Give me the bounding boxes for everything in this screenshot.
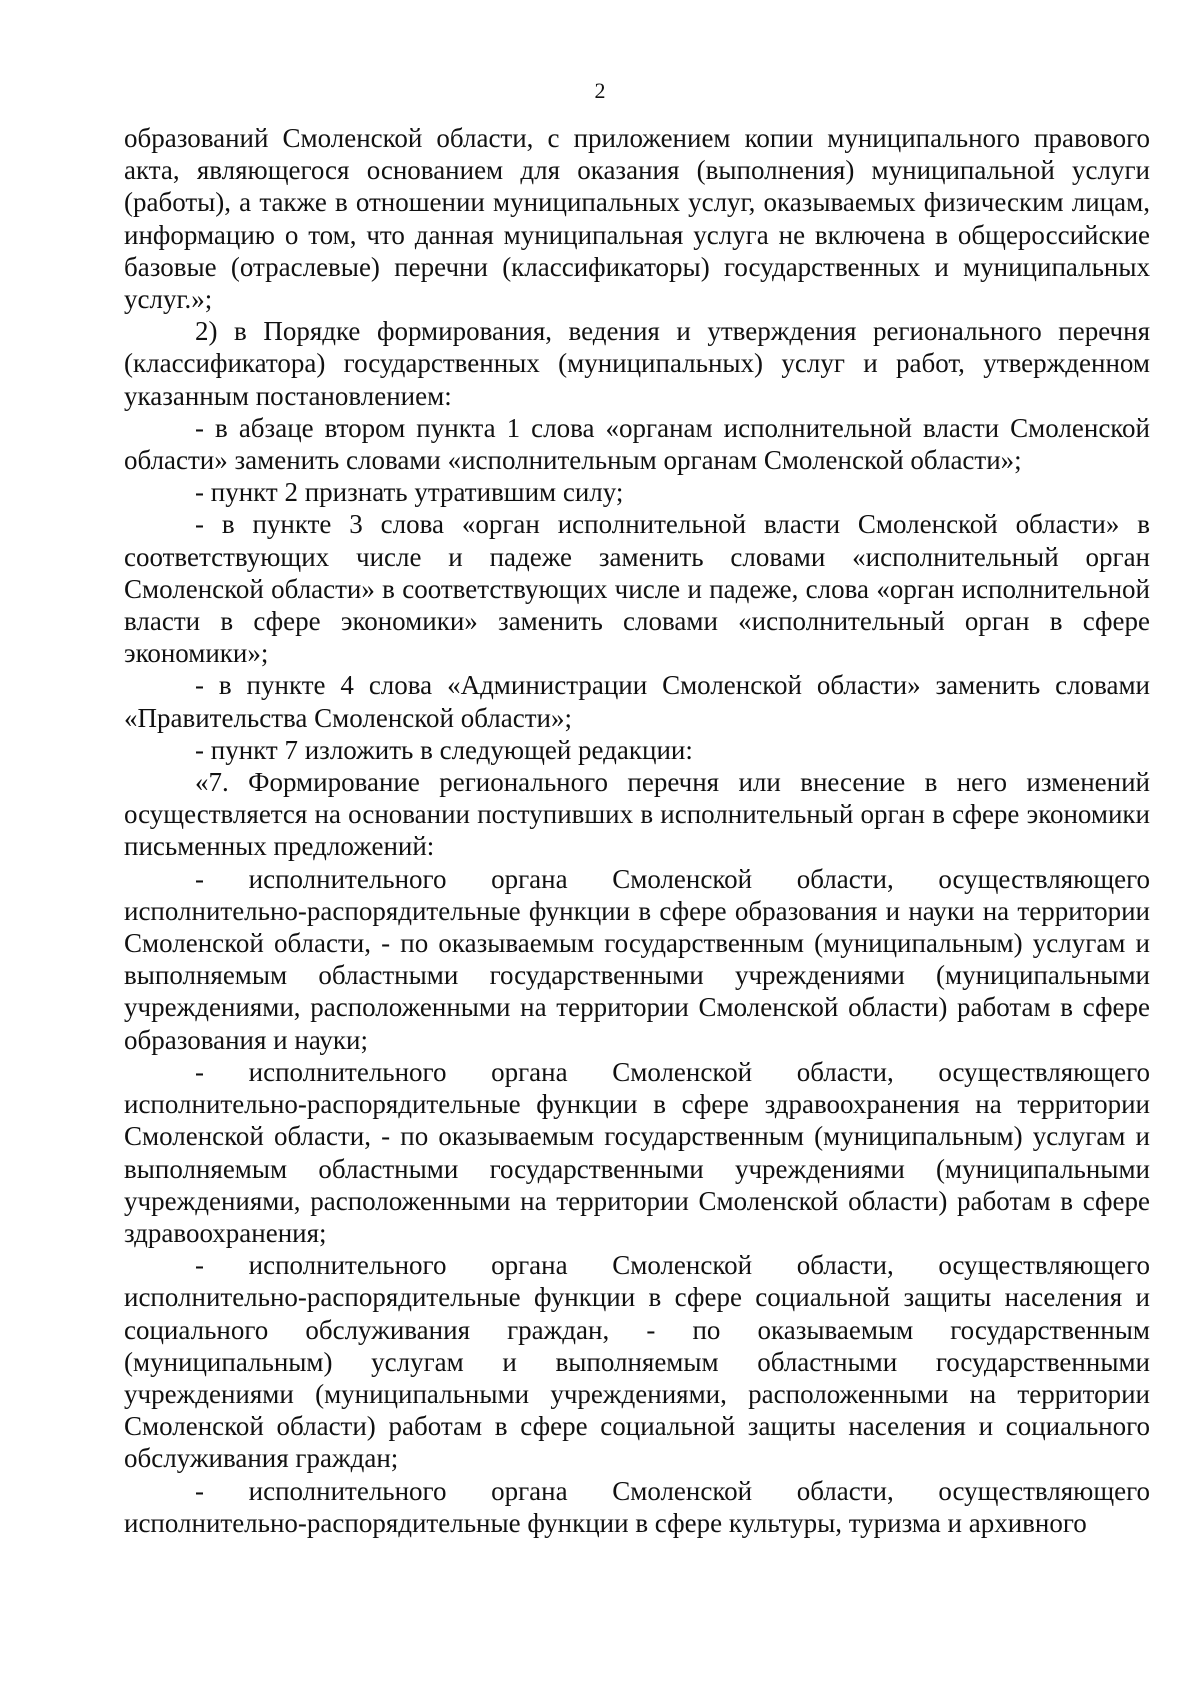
list-item-education: - исполнительного органа Смоленской области, осуществляющего исполнительно-распорядительные функции в сфере образования и науки на территории Смоленской области, - по оказываемым государственным (муниципальным) услугам и выполняемым областными государственными учреждениями (муниципальными учреждениями, расположенными на территории Смоленской области) работам в сфере образования и науки; [124,863,1150,1055]
page-number: 2 [594,78,606,103]
list-item-culture: - исполнительного органа Смоленской области, осуществляющего исполнительно-распорядительные функции в сфере культуры, туризма и архивного [124,1475,1150,1538]
document-body [124,122,1150,1539]
list-item-healthcare: - исполнительного органа Смоленской области, осуществляющего исполнительно-распорядительные функции в сфере здравоохранения на территории Смоленской области, - по оказываемым государственным (муниципальным) услугам и выполняемым областными государственными учреждениями (муниципальными учреждениями, расположенными на территории Смоленской области) работам в сфере здравоохранения; [124,1056,1150,1248]
list-item-social-protection: - исполнительного органа Смоленской области, осуществляющего исполнительно-распорядительные функции в сфере социальной защиты населения и социального обслуживания граждан, - по оказываемым государственным (муниципальным) услугам и выполняемым областными государственными учреждениями (муниципальными учреждениями, расположенными на территории Смоленской области) работам в сфере социальной защиты населения и социального обслуживания граждан; [124,1250,1150,1474]
paragraph-amendment-point-2: - пункт 2 признать утратившим силу; [195,477,624,508]
paragraph-item-2: 2) в Порядке формирования, ведения и утверждения регионального перечня (классификатора) государственных (муниципальных) услуг и работ, утвержденном указанным постановлением: [124,316,1150,411]
paragraph-point-7-text: «7. Формирование регионального перечня или внесение в него изменений осуществляется на основании поступивших в исполнительный орган в сфере экономики письменных предложений: [124,767,1150,862]
paragraph-amendment-point-4: - в пункте 4 слова «Администрации Смоленской области» заменить словами «Правительства Смоленской области»; [124,670,1150,733]
paragraph-amendment-point-1: - в абзаце втором пункта 1 слова «органам исполнительной власти Смоленской области» заменить словами «исполнительным органам Смоленской области»; [124,412,1150,476]
paragraph-continuation: образований Смоленской области, с приложением копии муниципального правового акта, являющегося основанием для оказания (выполнения) муниципальной услуги (работы), а также в отношении муниципальных услуг, оказываемых физическим лицам, информацию о том, что данная муниципальная услуга не включена в общероссийские базовые (отраслевые) перечни (классификаторы) государственных и муниципальных услуг.»; [124,123,1150,315]
paragraph-amendment-point-3: - в пункте 3 слова «орган исполнительной власти Смоленской области» в соответствующих числе и падеже заменить словами «исполнительный орган Смоленской области» в соответствующих числе и падеже, слова «орган исполнительной власти в сфере экономики» заменить словами «исполнительный орган в сфере экономики»; [124,509,1150,669]
paragraph-amendment-point-7: - пункт 7 изложить в следующей редакции: [195,734,693,765]
